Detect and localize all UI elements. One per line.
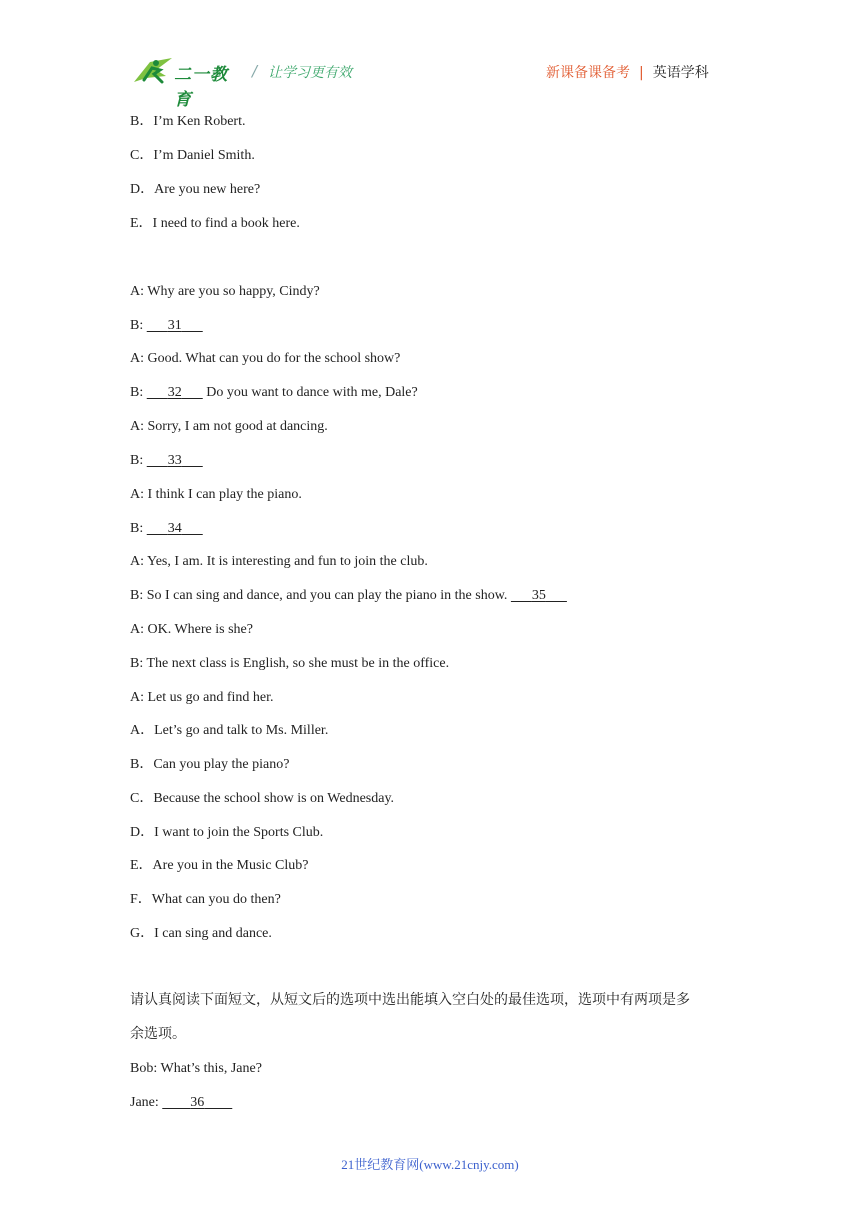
slogan-separator: / <box>252 62 258 80</box>
dialogue-line <box>130 520 203 538</box>
option-line: C．Because the school show is on Wednesday. <box>130 791 395 806</box>
speaker-prefix: B: <box>130 318 144 333</box>
speaker-prefix: B: <box>130 453 144 468</box>
slogan: 让学习更有效 <box>268 65 352 81</box>
dialogue-line <box>130 452 203 470</box>
dialogue-suffix: Do you want to dance with me, Dale? <box>206 385 418 400</box>
speaker-prefix: B: So I can sing and dance, and you can play the piano in the show. <box>130 588 508 603</box>
answer-blank: 31 <box>167 318 182 333</box>
header-divider: | <box>639 65 644 81</box>
dialogue-line: A: Good. What can you do for the school show? <box>130 351 401 366</box>
dialogue-line: B: The next class is English, so she must be in the office. <box>130 656 450 671</box>
logo <box>132 56 242 110</box>
instruction-text: 余选项。 <box>130 1026 186 1042</box>
dialogue-line: A: OK. Where is she? <box>130 622 253 637</box>
dialogue-line: A: Yes, I am. It is interesting and fun to join the club. <box>130 554 428 569</box>
answer-blank: 33 <box>167 453 182 468</box>
runner-logo-icon <box>132 56 174 86</box>
dialogue-line <box>130 1094 232 1112</box>
speaker-prefix: B: <box>130 521 144 536</box>
instruction-text: 请认真阅读下面短文，从短文后的选项中选出能填入空白处的最佳选项，选项中有两项是多 <box>130 992 690 1008</box>
subject-label: 英语学科 <box>652 65 709 81</box>
answer-blank: 34 <box>167 521 182 536</box>
dialogue-line: Bob: What’s this, Jane? <box>130 1061 262 1076</box>
option-line: B．I’m Ken Robert. <box>130 114 246 129</box>
header-course-info <box>546 62 709 82</box>
answer-blank: 32 <box>167 385 182 400</box>
speaker-prefix: B: <box>130 385 144 400</box>
dialogue-line: A: I think I can play the piano. <box>130 487 302 502</box>
option-line: E．Are you in the Music Club? <box>130 858 309 873</box>
dialogue-line: A: Let us go and find her. <box>130 690 274 705</box>
dialogue-line <box>130 317 203 335</box>
option-line: G．I can sing and dance. <box>130 926 272 941</box>
dialogue-line <box>130 384 418 402</box>
option-line: A．Let’s go and talk to Ms. Miller. <box>130 723 329 738</box>
dialogue-line: A: Why are you so happy, Cindy? <box>130 284 320 299</box>
option-line: C．I’m Daniel Smith. <box>130 148 255 163</box>
speaker-prefix: Jane: <box>130 1095 159 1110</box>
option-line: D．Are you new here? <box>130 182 261 197</box>
option-line: F．What can you do then? <box>130 892 281 907</box>
page-footer: 21世纪教育网(www.21cnjy.com) <box>341 1157 519 1172</box>
option-line: E．I need to find a book here. <box>130 216 300 231</box>
dialogue-line: A: Sorry, I am not good at dancing. <box>130 419 328 434</box>
dialogue-line <box>130 587 567 605</box>
option-line: B．Can you play the piano? <box>130 757 290 772</box>
answer-blank: 36 <box>190 1095 205 1110</box>
logo-text: 二一教育 <box>174 65 228 110</box>
course-label: 新课备课备考 <box>546 65 630 81</box>
option-line: D．I want to join the Sports Club. <box>130 825 324 840</box>
page-header <box>0 0 860 110</box>
answer-blank: 35 <box>531 588 546 603</box>
